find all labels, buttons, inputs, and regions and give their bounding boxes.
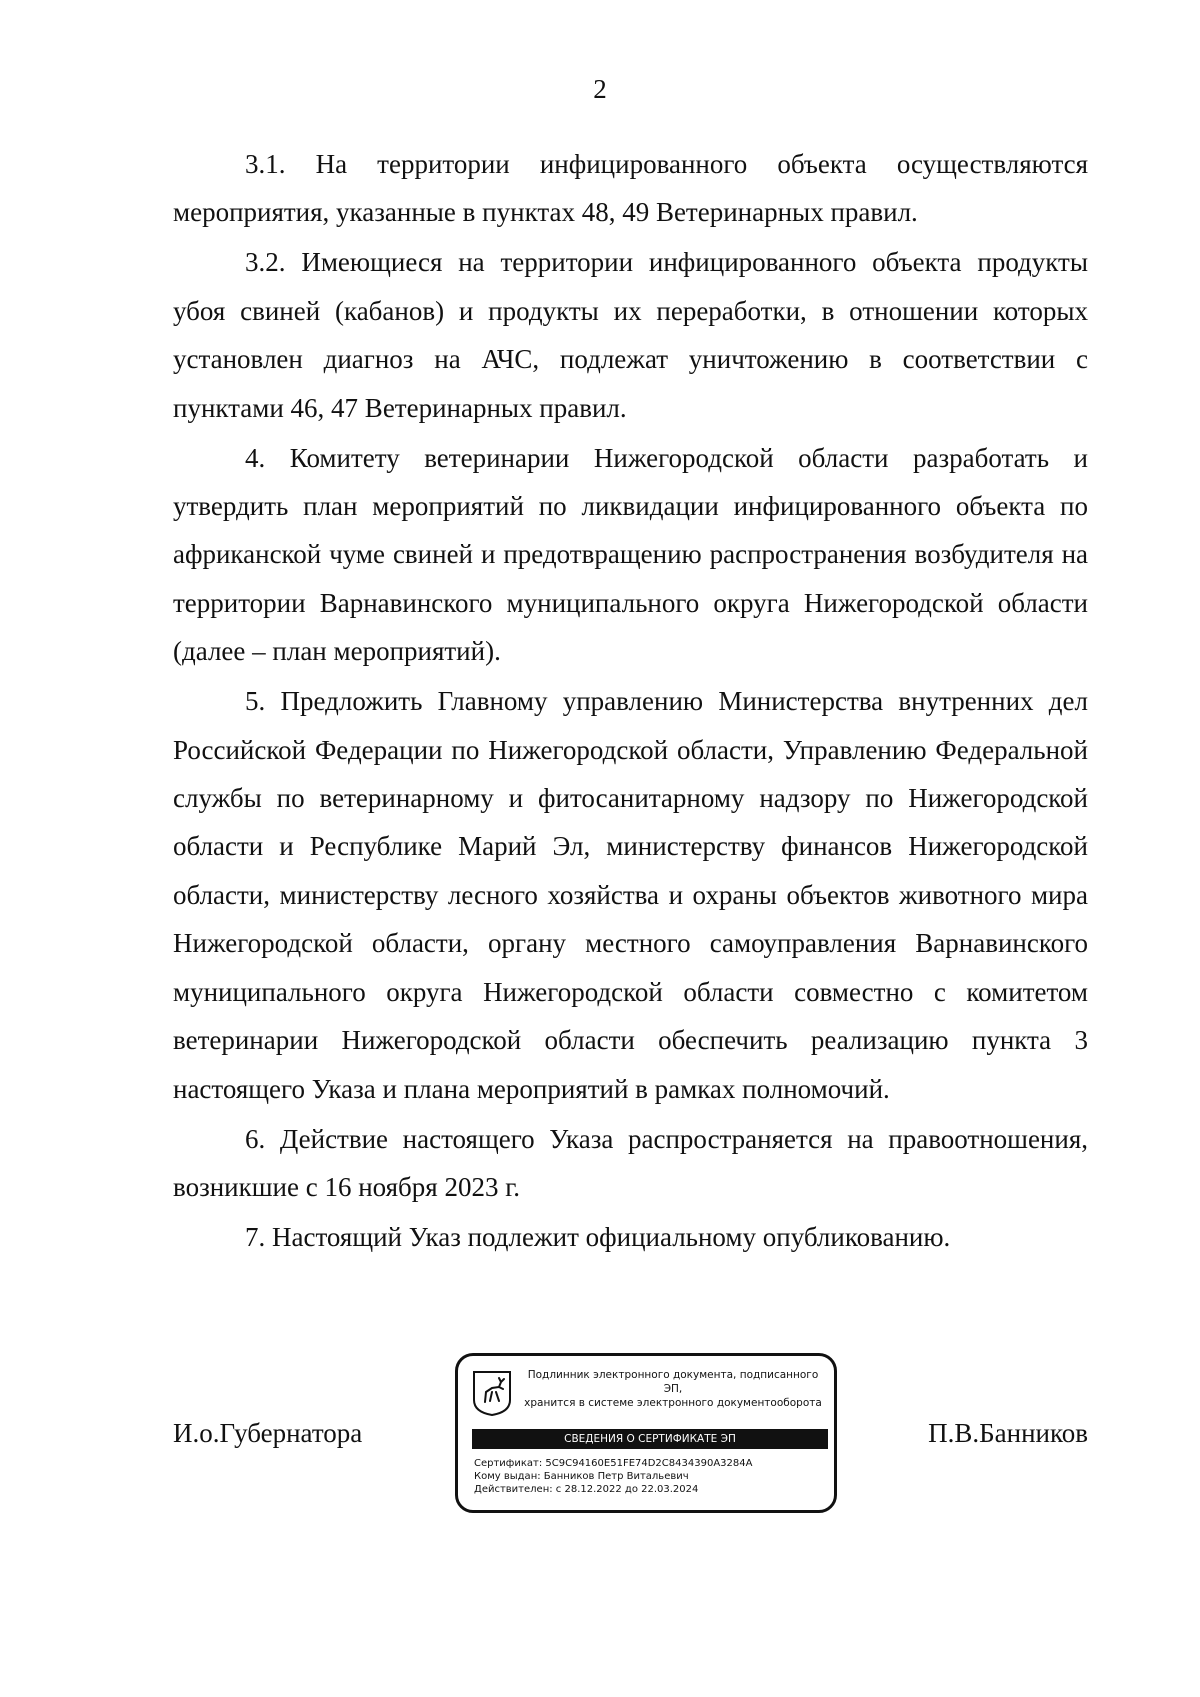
stamp-details [474,1457,752,1496]
stamp-certificate: Сертификат: 5C9C94160E51FE74D2C8434390A3284A [474,1458,753,1469]
deer-emblem-icon [472,1370,512,1416]
signatory-name: П.В.Банников [928,1418,1088,1448]
paragraph-4: 4. Комитету ветеринарии Нижегородской области разработать и утвердить план мероприятий по ликвидации инфицированного объекта по африканской чуме свиней и предотвращению распространения возбудителя на территории Варнавинского муниципального округа Нижегородской области (далее – план мероприятий). [173,442,1088,667]
paragraph-3-2: 3.2. Имеющиеся на территории инфицированного объекта продукты убоя свиней (кабанов) и продукты их переработки, в отношении которых установлен диагноз на АЧС, подлежат уничтожению в соответствии с пунктами 46, 47 Ветеринарных правил. [173,247,1088,423]
signatory-position: И.о.Губернатора [173,1418,363,1448]
page-number: 2 [593,74,607,104]
paragraph-6: 6. Действие настоящего Указа распространяется на правоотношения, возникшие с 16 ноября 2023 г. [173,1123,1088,1202]
paragraph-5: 5. Предложить Главному управлению Министерства внутренних дел Российской Федерации по Нижегородской области, Управлению Федеральной службы по ветеринарному и фитосанитарному надзору по Нижегородской области и Республике Марий Эл, министерству финансов Нижегородской области, министерству лесного хозяйства и охраны объектов животного мира Нижегородской области, органу местного самоуправления Варнавинского муниципального округа Нижегородской области совместно с комитетом ветеринарии Нижегородской области обеспечить реализацию пункта 3 настоящего Указа и плана мероприятий в рамках полномочий. [173,686,1088,1104]
paragraph-7: 7. Настоящий Указ подлежит официальному опубликованию. [245,1221,951,1252]
stamp-header [518,1368,828,1410]
stamp-validity: Действителен: с 28.12.2022 до 22.03.2024 [474,1484,699,1495]
paragraph-3-1: 3.1. На территории инфицированного объекта осуществляются мероприятия, указанные в пунктах 48, 49 Ветеринарных правил. [173,149,1088,228]
stamp-header-line-2: хранится в системе электронного документооборота [524,1397,822,1409]
stamp-header-line-1: Подлинник электронного документа, подписанного ЭП, [527,1369,819,1395]
stamp-issued-to: Кому выдан: Банников Петр Витальевич [474,1471,689,1482]
stamp-title-bar: СВЕДЕНИЯ О СЕРТИФИКАТЕ ЭП [472,1429,828,1449]
electronic-signature-stamp [455,1353,837,1513]
document-body [173,140,1088,1263]
